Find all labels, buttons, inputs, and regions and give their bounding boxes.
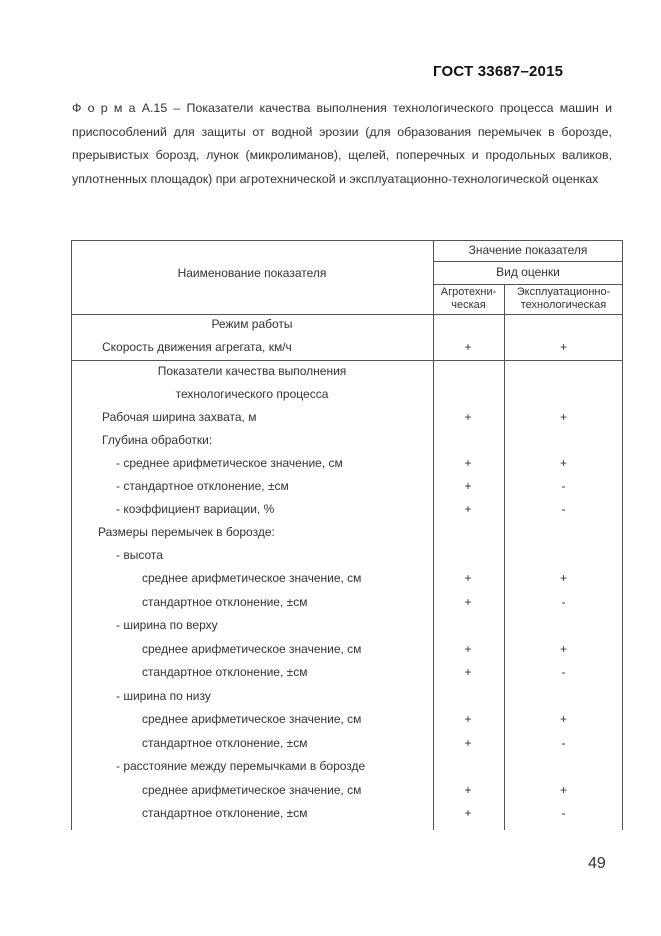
agro-mark: +	[464, 665, 472, 679]
row-label: Размеры перемычек в борозде:	[98, 525, 275, 539]
table-row	[71, 803, 623, 826]
agro-mark: +	[464, 595, 472, 609]
row-label: - расстояние между перемычками в борозде	[116, 759, 366, 773]
form-caption: Ф о р м а А.15 – Показатели качества выполнения технологического процесса машин и приспособлений для защиты от водной эрозии (для образования перемычек в борозде, прерывистых борозд, лунок (микролиманов), щелей, поперечных и продольных валиков, уплотненных площадок) при агротехнической и эксплуатационно-технологической оценках	[72, 101, 612, 186]
row-label: Скорость движения агрегата, км/ч	[102, 340, 292, 354]
table-row	[71, 756, 623, 779]
row-label: - ширина по низу	[116, 689, 211, 703]
table-row	[71, 639, 623, 662]
header-exp-column: Эксплуатационно- технологическая	[516, 286, 611, 311]
exp-mark: +	[559, 410, 567, 424]
table-row	[71, 453, 623, 476]
table-row	[71, 662, 623, 685]
exp-mark: +	[559, 340, 567, 354]
header-name-column: Наименование показателя	[177, 266, 327, 280]
agro-mark: +	[464, 410, 472, 424]
row-label: Глубина обработки:	[102, 433, 213, 447]
row-label: - коэффициент вариации, %	[116, 502, 275, 516]
agro-mark: +	[464, 479, 472, 493]
agro-mark: +	[464, 806, 472, 820]
row-label: среднее арифметическое значение, см	[142, 571, 362, 585]
row-label: среднее арифметическое значение, см	[142, 783, 362, 797]
table-row	[71, 780, 623, 803]
row-label: стандартное отклонение, ±см	[142, 806, 308, 820]
exp-mark: -	[561, 665, 566, 679]
row-label: - высота	[116, 548, 163, 562]
row-label: Показатели качества выполнения	[157, 364, 347, 378]
header-line-1	[433, 261, 623, 262]
agro-mark: +	[464, 783, 472, 797]
table-row	[71, 430, 623, 453]
table-row	[71, 615, 623, 638]
agro-mark: +	[464, 736, 472, 750]
exp-mark: -	[561, 806, 566, 820]
agro-mark: +	[464, 712, 472, 726]
agro-mark: +	[464, 502, 472, 516]
table-row	[71, 709, 623, 732]
table-row	[71, 568, 623, 591]
table-row	[71, 337, 623, 360]
agro-mark: +	[464, 340, 472, 354]
exp-mark: -	[561, 502, 566, 516]
page-number: 49	[588, 855, 606, 872]
row-label: стандартное отклонение, ±см	[142, 665, 308, 679]
agro-mark: +	[464, 456, 472, 470]
table-row	[71, 499, 623, 522]
row-label: технологического процесса	[175, 387, 329, 401]
table-row	[71, 361, 623, 384]
table-row	[71, 314, 623, 337]
table-top-border	[71, 240, 623, 241]
indicators-table	[71, 240, 623, 830]
header-value-group: Значение показателя	[468, 243, 588, 257]
table-row	[71, 476, 623, 499]
agro-mark: +	[464, 571, 472, 585]
document-code: ГОСТ 33687–2015	[433, 63, 564, 80]
row-label: - ширина по верху	[116, 618, 218, 632]
header-eval-type: Вид оценки	[496, 265, 560, 279]
table-row	[71, 686, 623, 709]
header-line-2	[433, 284, 623, 285]
table-row	[71, 545, 623, 568]
exp-mark: +	[559, 783, 567, 797]
table-row	[71, 522, 623, 545]
table-row	[71, 592, 623, 615]
row-label: среднее арифметическое значение, см	[142, 642, 362, 656]
exp-mark: -	[561, 736, 566, 750]
exp-mark: +	[559, 642, 567, 656]
row-label: среднее арифметическое значение, см	[142, 712, 362, 726]
exp-mark: +	[559, 712, 567, 726]
row-label: стандартное отклонение, ±см	[142, 736, 308, 750]
exp-mark: +	[559, 456, 567, 470]
row-label: стандартное отклонение, ±см	[142, 595, 308, 609]
row-label: - среднее арифметическое значение, см	[116, 456, 343, 470]
row-label: Рабочая ширина захвата, м	[102, 410, 257, 424]
exp-mark: +	[559, 571, 567, 585]
exp-mark: -	[561, 595, 566, 609]
row-label: Режим работы	[211, 317, 293, 331]
table-row	[71, 733, 623, 756]
exp-mark: -	[561, 479, 566, 493]
table-row	[71, 384, 623, 407]
header-agro-column: Агротехни- ческая	[440, 286, 497, 311]
row-label: - стандартное отклонение, ±см	[116, 479, 289, 493]
table-row	[71, 407, 623, 430]
agro-mark: +	[464, 642, 472, 656]
